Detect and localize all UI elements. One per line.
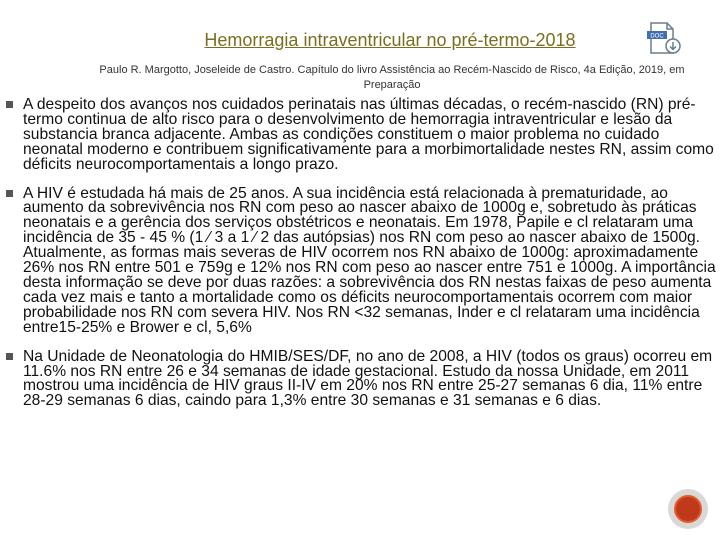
paragraph-text: A HIV é estudada há mais de 25 anos. A sua incidência está relacionada à prematuridade, ao aumento da sobrevivência nos RN com peso ao nascer abaixo de 1000g e, sobretudo às práticas neonatais e a gerência dos serviços obstétricos e neonatais. Em 1978, Papile e cl relataram uma incidência de 35 - 45 % (1 ⁄ 3 a 1 ⁄ 2 das autópsias) nos RN com peso ao nascer abaixo de 1500g. Atualmente, as formas mais severas de HIV ocorrem nos RN abaixo de 1000g: aproximadamente 26% nos RN entre 501 e 759g e 12% nos RN com peso ao nascer entre 751 e 1000g. A importância desta informação se deve por duas razões: a sobrevivência dos RN nestas faixas de peso aumenta cada vez mais e tanto a mortalidade como os déficits neurocomportamentais ocorrem com maior probabilidade nos RN com severa HIV. Nos RN <32 semanas, Inder e cl relataram uma incidência entre15-25% e Brower e cl, 5,6% (23, 184, 716, 336)
bullet-icon (6, 101, 13, 108)
paragraph-2 (6, 184, 716, 336)
circle-icon (674, 495, 702, 523)
paragraph-1 (6, 98, 716, 173)
citation: Paulo R. Margotto, Joseleide de Castro. Capítulo do livro Assistência ao Recém-Nascido de Risco, 4a Edição, 2019, em Preparação (99, 64, 685, 91)
slide-nav-button[interactable] (668, 489, 708, 529)
doc-icon-label: DOC (650, 33, 664, 40)
paragraph-text: A despeito dos avanços nos cuidados perinatais nas últimas décadas, o recém-nascido (RN) pré-termo continua de alto risco para o desenvolvimento de hemorragia intraventricular e lesão da substancia branca adjacente. Ambas as condições constituem o maior problema no cuidado neonatal moderno e contribuem significativamente para a morbimortalidade nestes RN, assim como déficits neurocomportamentais a longo prazo. (23, 96, 714, 173)
paragraph-3 (6, 347, 716, 410)
bullet-icon (6, 353, 13, 360)
page-title[interactable]: Hemorragia intraventricular no pré-termo-2018 (204, 30, 576, 50)
main-content (6, 98, 716, 409)
bullet-icon (6, 190, 13, 197)
doc-download-icon[interactable] (645, 22, 683, 56)
paragraph-text: Na Unidade de Neonatologia do HMIB/SES/DF, no ano de 2008, a HIV (todos os graus) ocorreu em 11.6% nos RN entre 26 e 34 semanas de idade gestacional. Estudo da nossa Unidade, em 2011 mostrou uma incidência de HIV graus II-IV em 20% nos RN entre 25-27 semanas 6 dia, 11% entre 28-29 semanas 6 dias, caindo para 1,3% entre 30 semanas e 31 semanas e 6 dias. (23, 347, 713, 410)
